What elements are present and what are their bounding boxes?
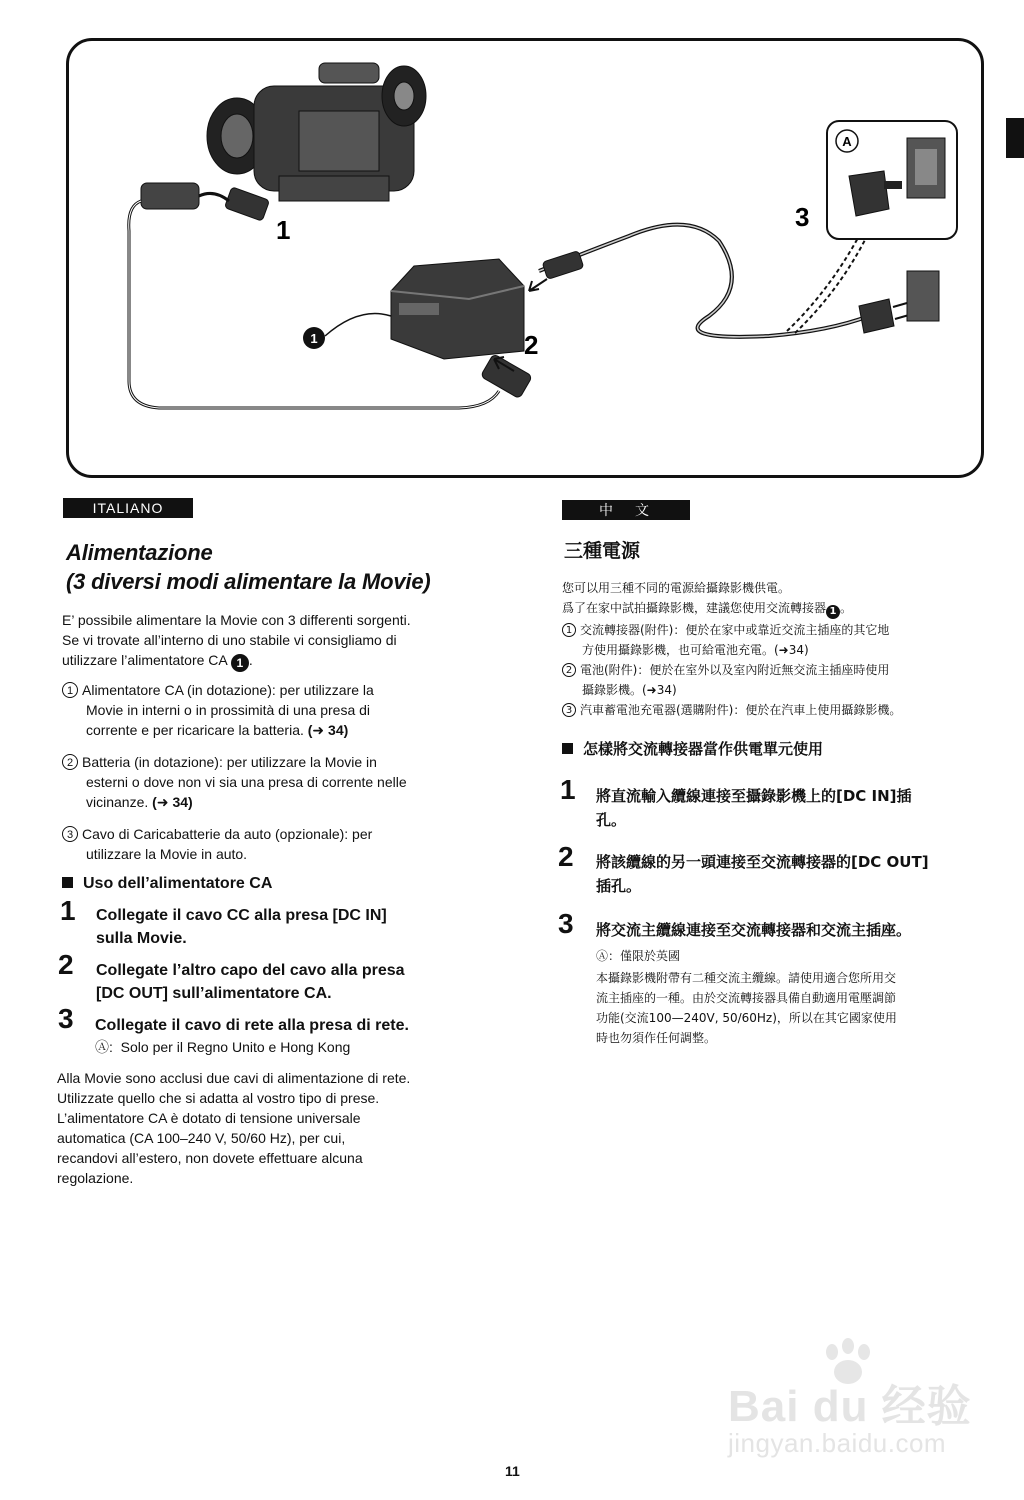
ac-adaptor xyxy=(391,259,524,359)
footer-paragraph-zh: 本攝錄影機附帶有二種交流主纜線。請使用適合您所用交 流主插座的一種。由於交流轉接器具備自動適用電壓調節 功能(交流100—240V, 50/60Hz)，所以在其它國家使用 時也勿須作任何調整。 xyxy=(596,971,897,1045)
page-number: 11 xyxy=(505,1463,520,1479)
watermark-brand: Bai du 经验 xyxy=(728,1382,972,1431)
intro-paragraph-it: E’ possibile alimentare la Movie con 3 differenti sorgenti. Se vi trovate all’interno di uno stabile vi consigliamo di utilizzare l’alimentatore CA 1 . xyxy=(62,610,492,672)
callout-1: 1 xyxy=(276,215,291,245)
step-number: 1 xyxy=(60,895,76,926)
step-number: 2 xyxy=(58,949,74,980)
list-item: 2 電池(附件)：便於在室外以及室內附近無交流主插座時使用 xyxy=(562,660,992,680)
eu-plug xyxy=(859,299,909,333)
intro-paragraph-zh: 您可以用三種不同的電源給攝錄影機供電。 爲了在家中試拍攝錄影機，建議您使用交流轉接器 1 。 xyxy=(562,581,853,617)
footer-paragraph-it: Alla Movie sono acclusi due cavi di alimentazione di rete. Utilizzate quello che si adatta al vostro tipo di prese. L’alimentatore CA è dotato di tensione universale automatica (CA 100–240 V, 50/60 Hz), per cui, recandovi all’estero, non dovete effettuare alcuna regolazione. xyxy=(57,1070,411,1186)
illustration-frame xyxy=(66,38,984,478)
note-marker: Ⓐ: xyxy=(95,1039,113,1055)
item-number: 1 xyxy=(62,682,78,698)
uk-panel xyxy=(827,121,957,239)
step-number: 3 xyxy=(58,1003,74,1034)
connection-diagram xyxy=(69,41,987,481)
marker-dot-label: 1 xyxy=(310,331,318,346)
note-a-it: Ⓐ: Solo per il Regno Unito e Hong Kong xyxy=(95,1039,351,1055)
step-text: Collegate il cavo CC alla presa [DC IN] sulla Movie. xyxy=(96,907,387,947)
dc-out-plug xyxy=(480,354,532,399)
wall-socket-eu xyxy=(907,271,939,321)
callout-3: 3 xyxy=(795,202,810,232)
section-heading-it: Uso dell’alimentatore CA xyxy=(62,873,272,895)
item-number: 3 xyxy=(62,826,78,842)
title-line-2: (3 diversi modi alimentare la Movie) xyxy=(66,569,431,594)
section-tab-marker xyxy=(1006,118,1024,158)
section-heading-zh: 怎樣將交流轉接器當作供電單元使用 xyxy=(562,738,823,760)
lang-label-italiano: ITALIANO xyxy=(63,498,193,518)
note-a-zh: Ⓐ：僅限於英國 xyxy=(596,949,681,963)
lang-label-chinese: 中 文 xyxy=(562,500,690,520)
list-item: 3 Cavo di Caricabatterie da auto (opzionale): per utilizzare la Movie in auto. xyxy=(62,824,492,864)
step-text: Collegate l’altro capo del cavo alla presa [DC OUT] sull’alimentatore CA. xyxy=(96,962,405,1002)
dc-plug xyxy=(141,183,270,221)
page-ref: (➜ 34) xyxy=(152,794,193,810)
intro-line: E’ possibile alimentare la Movie con 3 differenti sorgenti. xyxy=(62,612,411,628)
intro-line: Se vi trovate all’interno di uno stabile vi consigliamo di xyxy=(62,632,397,648)
title-line-1: Alimentazione xyxy=(66,540,213,565)
step-number: 2 xyxy=(558,841,574,872)
watermark-url: jingyan.baidu.com xyxy=(728,1428,947,1458)
intro-line: utilizzare l’alimentatore CA xyxy=(62,652,227,668)
svg-text:A: A xyxy=(842,134,852,149)
list-zh: 1 交流轉接器(附件)：便於在家中或靠近交流主插座的其它地 方使用攝錄影機，也可給電池充電。(➜34) 2 電池(附件)：便於在室外以及室內附近無交流主插座時使用 攝錄影機。(➜34) 3 汽車蓄電池充電器(選購附件)：便於在汽車上使用攝錄影機。 xyxy=(562,620,992,720)
step-text: Collegate il cavo di rete alla presa di rete. xyxy=(95,1017,409,1034)
marker-dot-icon: 1 xyxy=(826,605,840,619)
camcorder-illustration xyxy=(207,63,426,201)
square-bullet-icon xyxy=(562,743,573,754)
step-text: 將交流主纜線連接至交流轉接器和交流主插座。 xyxy=(596,921,912,939)
step-number: 3 xyxy=(558,908,574,939)
square-bullet-icon xyxy=(62,877,73,888)
step-text: 將直流輸入纜線連接至攝錄影機上的[DC IN]插 孔。 xyxy=(596,787,912,829)
page-ref: (➜ 34) xyxy=(307,722,349,738)
list-item: 3 汽車蓄電池充電器(選購附件)：便於在汽車上使用攝錄影機。 xyxy=(562,700,992,720)
list-item: 1 交流轉接器(附件)：便於在家中或靠近交流主插座的其它地 xyxy=(562,620,992,640)
callout-2: 2 xyxy=(524,330,539,360)
marker-dot-icon: 1 xyxy=(231,654,249,672)
page-title-chinese: 三種電源 xyxy=(564,540,641,562)
list-item: 2 Batteria (in dotazione): per utilizzare la Movie in esterni o dove non vi sia una presa di corrente nelle vicinanze. (➜ 34) xyxy=(62,752,492,812)
step-number: 1 xyxy=(560,774,576,805)
list-item: 1 Alimentatore CA (in dotazione): per utilizzare la Movie in interni o in prossimità di una presa di corrente e per ricaricare la batteria. (➜ 34) xyxy=(62,680,492,740)
page-title-italiano xyxy=(66,538,430,596)
step-text: 將該纜線的另一頭連接至交流轉接器的[DC OUT] 插孔。 xyxy=(596,853,929,895)
item-number: 2 xyxy=(62,754,78,770)
